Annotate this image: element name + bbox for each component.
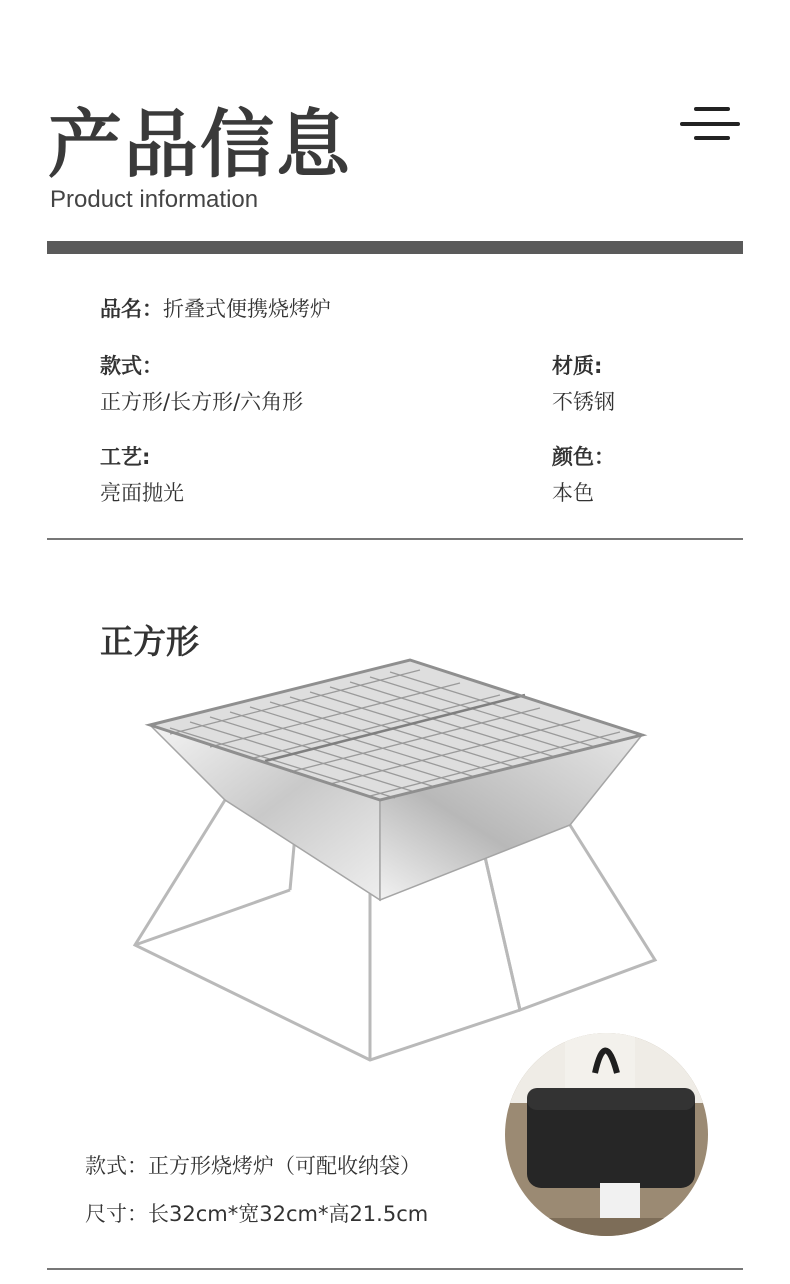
material-value: 不锈钢	[552, 390, 615, 414]
specs-divider	[47, 538, 743, 540]
craft-value: 亮面抛光	[100, 481, 184, 505]
style-label: 款式：	[100, 354, 163, 378]
color-label: 颜色：	[552, 445, 615, 469]
menu-icon[interactable]	[680, 105, 740, 145]
footer-style-line: 款式：正方形烧烤炉（可配收纳袋）	[85, 1154, 421, 1178]
section-title: 正方形	[100, 622, 199, 661]
storage-bag-image	[505, 1033, 708, 1236]
page-subtitle-en: Product information	[50, 186, 259, 213]
craft-label: 工艺:	[100, 445, 151, 469]
style-value: 正方形/长方形/六角形	[100, 390, 304, 414]
grill-image	[130, 650, 665, 1070]
footer-size-line: 尺寸：长32cm*宽32cm*高21.5cm	[85, 1202, 429, 1226]
product-name-label: 品名：	[100, 297, 163, 321]
page-title: 产品信息	[48, 102, 352, 188]
material-label: 材质:	[552, 354, 603, 378]
footer-divider	[47, 1268, 743, 1270]
header-divider-bar	[47, 241, 743, 254]
product-name-row	[100, 293, 331, 323]
color-value: 本色	[552, 481, 594, 505]
product-name-value: 折叠式便携烧烤炉	[163, 297, 331, 321]
